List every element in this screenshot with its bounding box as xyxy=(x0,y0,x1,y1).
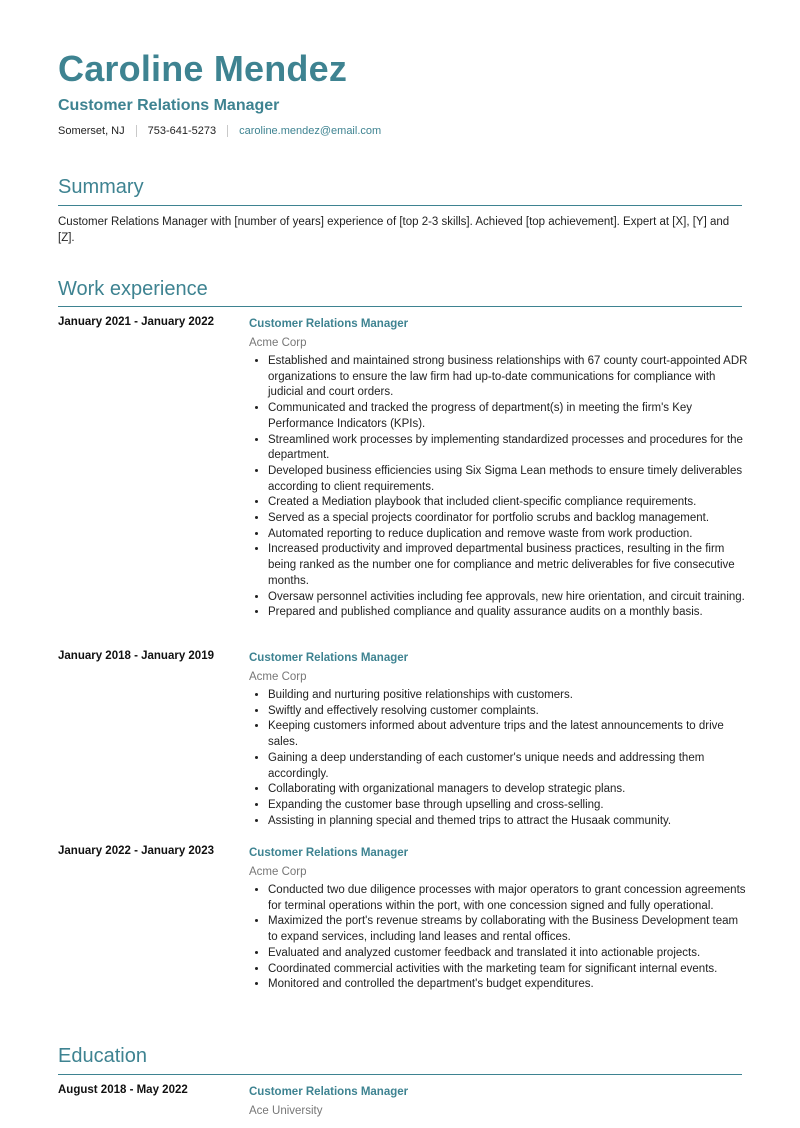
education-heading: Education xyxy=(58,1045,147,1067)
work-entry-date: January 2018 - January 2019 xyxy=(58,650,214,662)
bullet-item: • Communicated and tracked the progress of department(s) in meeting the firm's Key Performance Indicators (KPIs). xyxy=(268,401,749,432)
work-entry-company: Acme Corp xyxy=(249,866,307,878)
bullet-item: • Evaluated and analyzed customer feedback and translated it into actionable projects. xyxy=(268,946,749,962)
bullet-item: • Streamlined work processes by implementing standardized processes and procedures for the department. xyxy=(268,433,749,464)
bullet-item: • Maximized the port's revenue streams by collaborating with the Business Development team to expand services, including land leases and rental offices. xyxy=(268,914,749,945)
phone-text: 753-641-5273 xyxy=(147,125,217,137)
bullet-item: • Monitored and controlled the department's budget expenditures. xyxy=(268,977,749,993)
candidate-name: Caroline Mendez xyxy=(58,48,348,89)
work-entry-bullets xyxy=(249,688,749,829)
work-entry-body xyxy=(249,650,749,829)
bullet-item: • Coordinated commercial activities with the marketing team for significant internal events. xyxy=(268,962,749,978)
work-entry-company: Acme Corp xyxy=(249,671,307,683)
work-entry-bullets xyxy=(249,883,749,993)
location-text: Somerset, NJ xyxy=(58,125,125,137)
education-divider xyxy=(58,1074,742,1075)
bullet-item: • Gaining a deep understanding of each customer's unique needs and addressing them accordingly. xyxy=(268,751,749,782)
candidate-role: Customer Relations Manager xyxy=(58,97,280,114)
summary-divider xyxy=(58,205,742,206)
summary-text: Customer Relations Manager with [number of years] experience of [top 2-3 skills]. Achieved [top achievement]. Expert at [X], [Y] and [Z]. xyxy=(58,216,730,244)
bullet-item: • Prepared and published compliance and quality assurance audits on a monthly basis. xyxy=(268,605,749,621)
work-entry-date: January 2022 - January 2023 xyxy=(58,845,214,857)
education-entry-school: Ace University xyxy=(249,1105,323,1117)
work-entry-body xyxy=(249,316,749,621)
education-entry-title: Customer Relations Manager xyxy=(249,1086,409,1098)
work-entry-body xyxy=(249,845,749,993)
bullet-item: • Served as a special projects coordinator for portfolio scrubs and backlog management. xyxy=(268,511,749,527)
contact-divider xyxy=(227,125,228,137)
bullet-item: • Expanding the customer base through upselling and cross-selling. xyxy=(268,798,749,814)
bullet-item: • Assisting in planning special and themed trips to attract the Husaak community. xyxy=(268,814,749,830)
work-entry-bullets xyxy=(249,354,749,621)
bullet-item: • Oversaw personnel activities including fee approvals, new hire orientation, and circuit training. xyxy=(268,590,749,606)
work-entry-title: Customer Relations Manager xyxy=(249,318,409,330)
education-entry-date: August 2018 - May 2022 xyxy=(58,1084,188,1096)
bullet-item: • Increased productivity and improved departmental business practices, resulting in the firm being ranked as the number one for compliance and metric deliverables for five consecutive months. xyxy=(268,542,749,589)
work-entry-company: Acme Corp xyxy=(249,337,307,349)
summary-heading: Summary xyxy=(58,176,144,198)
bullet-item: • Automated reporting to reduce duplication and remove waste from work production. xyxy=(268,527,749,543)
contact-info xyxy=(58,125,381,137)
work-entry-title: Customer Relations Manager xyxy=(249,847,409,859)
bullet-item: • Collaborating with organizational managers to develop strategic plans. xyxy=(268,782,749,798)
bullet-item: • Building and nurturing positive relationships with customers. xyxy=(268,688,749,704)
bullet-item: • Created a Mediation playbook that included client-specific compliance requirements. xyxy=(268,495,749,511)
work-experience-divider xyxy=(58,306,742,307)
bullet-item: • Developed business efficiencies using Six Sigma Lean methods to ensure timely deliverables according to client requirements. xyxy=(268,464,749,495)
bullet-item: • Swiftly and effectively resolving customer complaints. xyxy=(268,704,749,720)
bullet-item: • Keeping customers informed about adventure trips and the latest announcements to drive sales. xyxy=(268,719,749,750)
work-experience-heading: Work experience xyxy=(58,278,208,300)
email-link[interactable]: caroline.mendez@email.com xyxy=(239,125,382,137)
work-entry-date: January 2021 - January 2022 xyxy=(58,316,214,328)
bullet-item: • Established and maintained strong business relationships with 67 county court-appointed ADR organizations to ensure the law firm had up-to-date communications for compliance with judicial and court orders. xyxy=(268,354,749,401)
work-entry-title: Customer Relations Manager xyxy=(249,652,409,664)
education-entry-body xyxy=(249,1084,749,1119)
contact-divider xyxy=(136,125,137,137)
bullet-item: • Conducted two due diligence processes with major operators to grant concession agreements for terminal operations within the port, with one concession signed and fully operational. xyxy=(268,883,749,914)
